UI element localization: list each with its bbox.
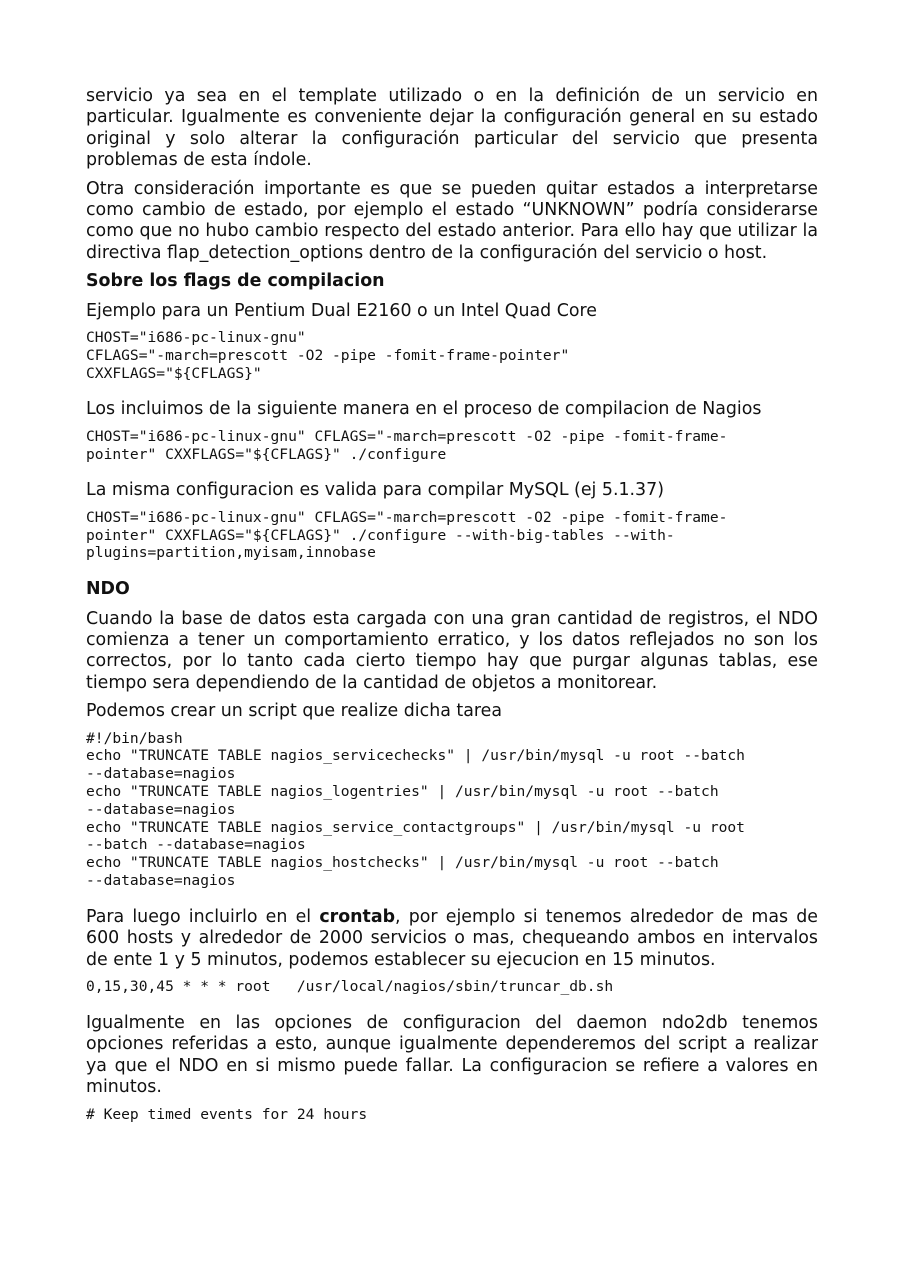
code-block-cflags xyxy=(86,329,818,382)
code-line: --batch --database=nagios xyxy=(86,836,306,854)
crontab-keyword: crontab xyxy=(319,906,396,927)
paragraph-ndo2db-options: Igualmente en las opciones de configuracion del daemon ndo2db tenemos opciones referidas a esto, aunque igualmente dependeremos del script a realizar ya que el NDO en si mismo puede fallar. La configuracion se refiere a valores en minutos. xyxy=(86,1012,818,1098)
code-block-truncate-script xyxy=(86,730,818,890)
code-line: echo "TRUNCATE TABLE nagios_servicechecks" | /usr/bin/mysql -u root --batch xyxy=(86,747,745,765)
code-line: CHOST="i686-pc-linux-gnu" CFLAGS="-march=prescott -O2 -pipe -fomit-frame- xyxy=(86,508,728,526)
code-line: #!/bin/bash xyxy=(86,729,183,747)
document-page xyxy=(86,86,818,1140)
paragraph-script-intro: Podemos crear un script que realize dicha tarea xyxy=(86,701,503,722)
code-line: --database=nagios xyxy=(86,765,236,783)
paragraph-flap-detection: Otra consideración importante es que se pueden quitar estados a interpretarse como cambio de estado, por ejemplo el estado “UNKNOWN” podría considerarse como que no hubo cambio respecto del estado anterior. Para ello hay que utilizar la directiva flap_detection_options dentro de la configuración del servicio o host. xyxy=(86,178,818,263)
code-line: CHOST="i686-pc-linux-gnu" CFLAGS="-march=prescott -O2 -pipe -fomit-frame- xyxy=(86,427,728,445)
code-line: echo "TRUNCATE TABLE nagios_hostchecks" | /usr/bin/mysql -u root --batch xyxy=(86,854,719,872)
code-line: echo "TRUNCATE TABLE nagios_service_contactgroups" | /usr/bin/mysql -u root xyxy=(86,818,745,836)
paragraph-service-config: servicio ya sea en el template utilizado o en la definición de un servicio en particular. Igualmente es conveniente dejar la configuración general en su estado original y solo alterar la configuración particular del servicio que presenta problemas de esta índole. xyxy=(86,86,818,171)
crontab-text-before: Para luego incluirlo en el xyxy=(86,906,320,927)
code-line: --database=nagios xyxy=(86,872,236,890)
code-line: --database=nagios xyxy=(86,800,236,818)
paragraph-pentium-example: Ejemplo para un Pentium Dual E2160 o un Intel Quad Core xyxy=(86,300,597,321)
code-line: CHOST="i686-pc-linux-gnu" xyxy=(86,329,306,347)
code-line: CXXFLAGS="${CFLAGS}" xyxy=(86,364,262,382)
code-block-crontab xyxy=(86,978,818,996)
heading-compile-flags: Sobre los flags de compilacion xyxy=(86,271,385,292)
code-line: echo "TRUNCATE TABLE nagios_logentries" | /usr/bin/mysql -u root --batch xyxy=(86,783,719,801)
code-block-timed-events xyxy=(86,1106,818,1124)
crontab-text-after: , por ejemplo si tenemos alrededor de mas de 600 hosts y alrededor de 2000 servicios o mas, chequeando ambos en intervalos de ente 1 y 5 minutos, podemos establecer su ejecucion en 15 minutos. xyxy=(86,906,818,970)
heading-ndo: NDO xyxy=(86,579,130,600)
paragraph-ndo-description: Cuando la base de datos esta cargada con una gran cantidad de registros, el NDO comienza a tener un comportamiento erratico, y los datos reflejados no son los correctos, por lo tanto cada cierto tiempo hay que purgar algunas tablas, ese tiempo sera dependiendo de la cantidad de objetos a monitorear. xyxy=(86,608,818,693)
code-block-nagios-configure xyxy=(86,428,818,464)
code-line: # Keep timed events for 24 hours xyxy=(86,1105,368,1123)
code-line: pointer" CXXFLAGS="${CFLAGS}" ./configure xyxy=(86,445,447,463)
code-block-mysql-configure xyxy=(86,509,818,562)
code-line: pointer" CXXFLAGS="${CFLAGS}" ./configure --with-big-tables --with- xyxy=(86,526,675,544)
code-line: 0,15,30,45 * * * root /usr/local/nagios/sbin/truncar_db.sh xyxy=(86,978,614,996)
code-line: CFLAGS="-march=prescott -O2 -pipe -fomit-frame-pointer" xyxy=(86,346,570,364)
paragraph-nagios-compile: Los incluimos de la siguiente manera en el proceso de compilacion de Nagios xyxy=(86,399,762,420)
code-line: plugins=partition,myisam,innobase xyxy=(86,544,376,562)
paragraph-mysql-compile: La misma configuracion es valida para compilar MySQL (ej 5.1.37) xyxy=(86,480,664,501)
paragraph-crontab xyxy=(86,907,818,971)
